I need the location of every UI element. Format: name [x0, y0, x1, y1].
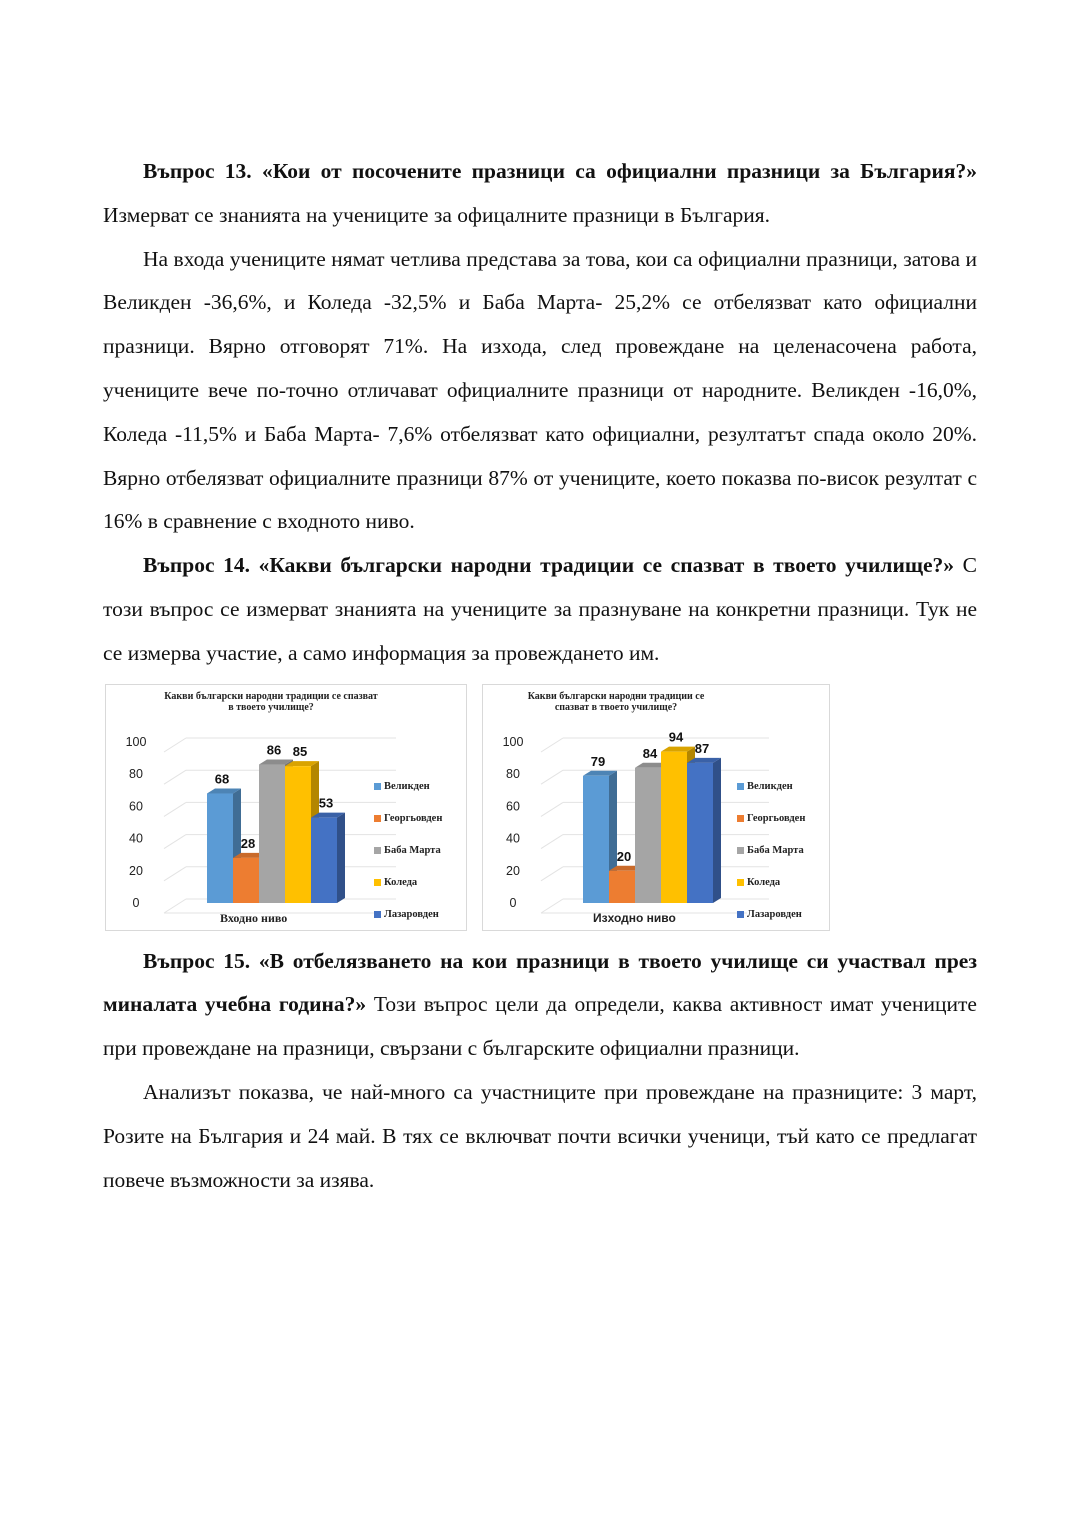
legend-swatch — [374, 815, 381, 822]
legend-swatch — [737, 911, 744, 918]
paragraph-q13-heading: Въпрос 13. «Кои от посочените празници са официални празници за България?» — [143, 159, 977, 183]
legend-label: Баба Марта — [384, 845, 441, 857]
data-label: 68 — [214, 771, 230, 787]
paragraph-q13-text: Измерват се знанията на учениците за офицалните празници в България. — [103, 202, 771, 227]
legend-item — [374, 867, 442, 899]
legend-swatch — [737, 879, 744, 886]
paragraph-q15-heading: Въпрос 15. «В отбелязването на кои празници в твоето училище си участвал през миналата учебна година?» — [103, 948, 977, 1017]
legend-label: Баба Марта — [747, 845, 804, 857]
gridline-diag — [164, 866, 186, 880]
legend-label: Лазаровден — [747, 909, 802, 921]
data-label: 79 — [590, 753, 606, 769]
paragraph-q15-analysis-text: Анализът показва, че най-много са участниците при провеждане на празниците: 3 март, Розите на България и 24 май. В тях се включват почти всички ученици, тъй като се предлагат повече възможности за изява. — [103, 1079, 977, 1192]
y-tick-label: 100 — [125, 734, 147, 749]
bar — [661, 751, 687, 902]
chart-xlabel: Входно ниво — [220, 910, 288, 925]
chart-output-level — [482, 684, 830, 931]
bar — [207, 793, 233, 902]
legend-item — [737, 899, 805, 931]
paragraph-q15-text: Този въпрос цели да определи, каква активност имат учениците при провеждане на празници, свързани с българските официални празници. — [103, 992, 977, 1061]
y-tick-label: 0 — [509, 895, 517, 910]
y-tick-label: 60 — [506, 798, 520, 813]
paragraph-q13-analysis-text: На входа учениците нямат четлива представа за това, кои са официални празници, затова и Великден -36,6%, и Коледа -32,5% и Баба Марта- 25,2% се отбелязват като официални празници. Вярно отговорят 71%. На изхода, след провеждане на целенасочена работа, учениците вече по-точно отличават официалните празници от народните. Великден -16,0%, Коледа -11,5% и Баба Марта- 7,6% отбелязват като официални, резултатът спада около 20%. Вярно отбелязват официалните празници 87% от учениците, което показва по-висок резултат с 16% в сравнение с входното ниво. — [103, 246, 977, 534]
data-label: 84 — [642, 745, 658, 761]
legend-label: Лазаровден — [384, 909, 439, 921]
legend-label: Коледа — [384, 877, 418, 889]
gridline-diag — [541, 770, 563, 784]
gridline-diag — [164, 802, 186, 816]
legend-swatch — [374, 847, 381, 854]
chart-title-line2: спазват в твоето училище? — [554, 701, 678, 713]
legend-item — [737, 803, 805, 835]
y-tick-label: 40 — [506, 831, 520, 846]
gridline-diag — [541, 866, 563, 880]
page-body — [103, 150, 977, 1202]
y-tick-label: 60 — [129, 798, 143, 813]
paragraph-q14 — [103, 544, 977, 675]
data-label: 20 — [616, 848, 632, 864]
chart-title-line1: Какви български народни традиции се — [527, 690, 705, 702]
legend-item — [374, 899, 442, 931]
legend-item — [737, 771, 805, 803]
paragraph-q13-analysis — [103, 238, 977, 545]
bar-side — [713, 757, 721, 902]
gridline-diag — [164, 770, 186, 784]
chart-title-line1: Какви български народни традиции се спазват — [164, 690, 378, 702]
legend-label: Георгьовден — [384, 813, 443, 825]
bar — [311, 817, 337, 902]
legend-label: Георгьовден — [747, 813, 806, 825]
legend-item — [374, 803, 442, 835]
chart-legend — [374, 771, 442, 931]
chart-xlabel: Изходно ниво — [593, 910, 676, 925]
legend-swatch — [737, 783, 744, 790]
legend-swatch — [374, 783, 381, 790]
bar — [635, 767, 661, 902]
data-label: 87 — [694, 740, 710, 756]
legend-label: Великден — [747, 781, 793, 793]
data-label: 86 — [266, 742, 282, 758]
bar — [285, 766, 311, 903]
gridline-diag — [164, 738, 186, 752]
legend-swatch — [737, 847, 744, 854]
gridline-diag — [164, 834, 186, 848]
legend-label: Коледа — [747, 877, 781, 889]
y-tick-label: 0 — [132, 895, 140, 910]
y-tick-label: 80 — [129, 766, 143, 781]
legend-swatch — [374, 879, 381, 886]
y-tick-label: 100 — [502, 734, 524, 749]
legend-item — [737, 867, 805, 899]
gridline-diag — [541, 738, 563, 752]
data-label: 85 — [292, 743, 308, 759]
data-label: 28 — [240, 835, 256, 851]
paragraph-q13 — [103, 150, 977, 238]
legend-item — [374, 771, 442, 803]
gridline-diag — [541, 802, 563, 816]
paragraph-q14-heading: Въпрос 14. «Какви български народни традиции се спазват в твоето училище?» — [143, 553, 955, 578]
bar — [609, 870, 635, 902]
bar — [233, 857, 259, 902]
bar — [583, 775, 609, 902]
legend-swatch — [737, 815, 744, 822]
chart-legend — [737, 771, 805, 931]
y-tick-label: 80 — [506, 766, 520, 781]
bar — [687, 762, 713, 902]
data-label: 53 — [318, 795, 334, 811]
y-tick-label: 20 — [506, 863, 520, 878]
bar — [259, 764, 285, 902]
gridline-diag — [164, 899, 186, 913]
paragraph-q15 — [103, 940, 977, 1071]
legend-item — [737, 835, 805, 867]
gridline-diag — [541, 899, 563, 913]
chart-input-level — [105, 684, 467, 931]
y-tick-label: 20 — [129, 863, 143, 878]
data-label: 94 — [668, 729, 684, 745]
bar-side — [337, 812, 345, 902]
paragraph-q15-analysis — [103, 1071, 977, 1202]
y-tick-label: 40 — [129, 831, 143, 846]
legend-item — [374, 835, 442, 867]
chart-title-line2: в твоето училище? — [228, 701, 314, 713]
gridline-diag — [541, 834, 563, 848]
charts-row — [103, 684, 977, 934]
legend-swatch — [374, 911, 381, 918]
paragraph-q14-text: С този въпрос се измерват знанията на учениците за празнуване на конкретни празници. Тук не се измерва участие, а само информация за провеждането им. — [103, 553, 977, 665]
legend-label: Великден — [384, 781, 430, 793]
